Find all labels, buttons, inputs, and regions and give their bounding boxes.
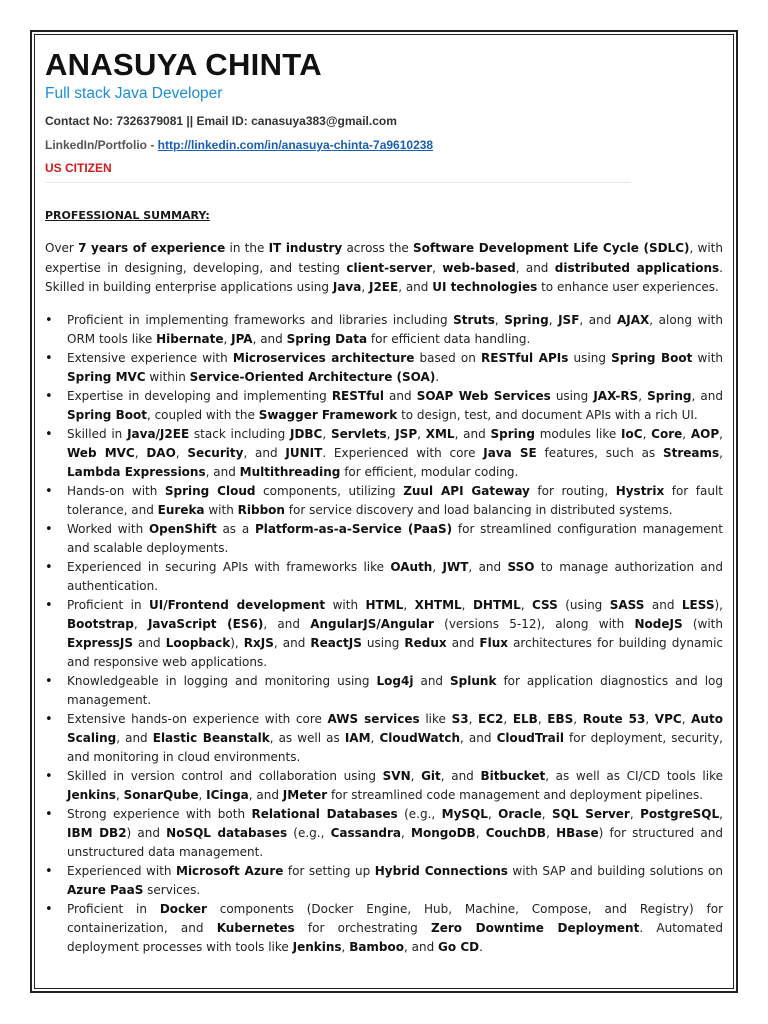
text-run: and bbox=[644, 597, 682, 612]
bold-term: RxJS bbox=[243, 635, 274, 650]
bold-term: ExpressJS bbox=[67, 635, 133, 650]
bold-term: Security bbox=[187, 445, 244, 460]
summary-bullet bbox=[45, 596, 723, 672]
text-run: across the bbox=[342, 241, 414, 255]
bold-term: Auto Scaling bbox=[67, 711, 723, 745]
bold-term: UI/Frontend development bbox=[149, 597, 326, 612]
bold-term: AngularJS/Angular bbox=[310, 616, 434, 631]
text-run: Over bbox=[45, 241, 79, 255]
summary-intro bbox=[45, 239, 723, 298]
bold-term: LESS bbox=[681, 597, 715, 612]
bold-term: ReactJS bbox=[310, 635, 362, 650]
bold-term: DAO bbox=[146, 445, 176, 460]
text-run: , and bbox=[248, 787, 283, 802]
bold-term: CloudWatch bbox=[379, 730, 461, 745]
text-run: . bbox=[479, 939, 483, 954]
bold-term: RESTful APIs bbox=[481, 350, 569, 365]
bold-term: Servlets bbox=[330, 426, 387, 441]
bold-term: Bamboo bbox=[349, 939, 405, 954]
text-run: , and bbox=[243, 445, 286, 460]
text-run: , with expertise in designing, developing, and testing bbox=[45, 241, 723, 275]
bold-term: CouchDB bbox=[485, 825, 547, 840]
bold-term: MongoDB bbox=[411, 825, 476, 840]
section-heading-summary: PROFESSIONAL SUMMARY: bbox=[45, 209, 210, 222]
bold-term: JAX-RS bbox=[593, 388, 639, 403]
text-run: . bbox=[435, 369, 440, 384]
summary-bullet bbox=[45, 349, 723, 387]
bold-term: Docker bbox=[159, 901, 207, 916]
text-run: , bbox=[322, 426, 331, 441]
bold-term: IBM DB2 bbox=[67, 825, 127, 840]
text-run: to design, test, and document APIs with a rich UI. bbox=[397, 407, 698, 422]
bullet-dot-icon: • bbox=[45, 711, 53, 727]
text-run: , bbox=[432, 260, 443, 275]
text-run: , bbox=[494, 312, 505, 327]
bold-term: PostgreSQL bbox=[640, 806, 720, 821]
text-run: , bbox=[546, 825, 557, 840]
text-run: , bbox=[520, 597, 532, 612]
text-run: , bbox=[629, 806, 641, 821]
text-run: . Skilled in building enterprise applications using bbox=[45, 260, 723, 294]
bold-term: Git bbox=[421, 768, 441, 783]
bold-term: Go CD bbox=[438, 939, 480, 954]
bold-term: ICinga bbox=[206, 787, 249, 802]
text-run: Worked with bbox=[67, 521, 149, 536]
bold-term: JMeter bbox=[282, 787, 328, 802]
text-run: , bbox=[541, 806, 552, 821]
text-run: , bbox=[475, 825, 486, 840]
bullet-dot-icon: • bbox=[45, 426, 53, 442]
text-run: , coupled with the bbox=[146, 407, 259, 422]
bold-term: Oracle bbox=[498, 806, 542, 821]
text-run: for application diagnostics and log management. bbox=[67, 673, 723, 707]
bold-term: Spring Boot bbox=[67, 407, 147, 422]
text-run: , bbox=[361, 280, 369, 294]
bold-term: NoSQL databases bbox=[166, 825, 288, 840]
text-run: , bbox=[370, 730, 380, 745]
text-run: with bbox=[204, 502, 238, 517]
bold-term: SonarQube bbox=[123, 787, 199, 802]
text-run: , bbox=[682, 426, 691, 441]
summary-bullet bbox=[45, 311, 723, 349]
bold-term: web-based bbox=[442, 260, 516, 275]
text-run: , bbox=[198, 787, 207, 802]
bold-term: Kubernetes bbox=[216, 920, 295, 935]
bold-term: Hystrix bbox=[615, 483, 665, 498]
bold-term: SASS bbox=[609, 597, 645, 612]
summary-bullet bbox=[45, 767, 723, 805]
summary-bullet bbox=[45, 387, 723, 425]
bold-term: Eureka bbox=[157, 502, 205, 517]
bold-term: IoC bbox=[621, 426, 643, 441]
text-run: (e.g., bbox=[397, 806, 442, 821]
text-run: , bbox=[223, 331, 232, 346]
summary-bullet bbox=[45, 672, 723, 710]
summary-bullets bbox=[45, 311, 723, 957]
summary-bullet bbox=[45, 520, 723, 558]
text-run: for streamlined configuration management and scalable deployments. bbox=[67, 521, 723, 555]
bold-term: Java SE bbox=[483, 445, 537, 460]
bold-term: EC2 bbox=[478, 711, 504, 726]
bullet-dot-icon: • bbox=[45, 901, 53, 917]
text-run: ) for structured and unstructured data management. bbox=[67, 825, 723, 859]
text-run: based on bbox=[414, 350, 482, 365]
bullet-dot-icon: • bbox=[45, 768, 53, 784]
text-run: Proficient in bbox=[67, 597, 150, 612]
text-run: with bbox=[692, 350, 724, 365]
text-run: , and bbox=[252, 331, 287, 346]
text-run: Extensive experience with bbox=[67, 350, 233, 365]
text-run: , and bbox=[273, 635, 311, 650]
contact-line: Contact No: 7326379081 || Email ID: canasuya383@gmail.com bbox=[45, 114, 397, 128]
bold-term: Java/J2EE bbox=[127, 426, 190, 441]
bold-term: Spring bbox=[647, 388, 692, 403]
bold-term: Azure PaaS bbox=[67, 882, 144, 897]
bold-term: VPC bbox=[654, 711, 682, 726]
text-run: using bbox=[550, 388, 594, 403]
text-run: ), bbox=[714, 597, 723, 612]
bold-term: J2EE bbox=[368, 280, 399, 294]
bold-term: CSS bbox=[531, 597, 558, 612]
bold-term: Zuul API Gateway bbox=[403, 483, 530, 498]
text-run: , and bbox=[116, 730, 153, 745]
bold-term: MySQL bbox=[441, 806, 488, 821]
text-run: , bbox=[461, 597, 473, 612]
text-run: , and bbox=[454, 426, 491, 441]
summary-bullet bbox=[45, 900, 723, 957]
text-run: ) and bbox=[126, 825, 167, 840]
bold-term: distributed applications bbox=[554, 260, 720, 275]
bold-term: XML bbox=[425, 426, 455, 441]
bold-term: Loopback bbox=[165, 635, 231, 650]
text-run: , bbox=[487, 806, 499, 821]
bullet-dot-icon: • bbox=[45, 559, 53, 575]
bold-term: SVN bbox=[382, 768, 411, 783]
text-run: Knowledgeable in logging and monitoring using bbox=[67, 673, 377, 688]
text-run: for efficient, modular coding. bbox=[340, 464, 519, 479]
summary-bullet bbox=[45, 558, 723, 596]
text-run: and bbox=[132, 635, 166, 650]
text-run: , as well as bbox=[269, 730, 345, 745]
bold-term: RESTful bbox=[331, 388, 384, 403]
text-run: Experienced with bbox=[67, 863, 176, 878]
bullet-dot-icon: • bbox=[45, 806, 53, 822]
text-run: (using bbox=[557, 597, 610, 612]
text-run: stack including bbox=[189, 426, 290, 441]
summary-bullet bbox=[45, 482, 723, 520]
bold-term: NodeJS bbox=[634, 616, 683, 631]
bold-term: DHTML bbox=[472, 597, 521, 612]
bold-term: SQL Server bbox=[552, 806, 630, 821]
bold-term: Spring Cloud bbox=[164, 483, 256, 498]
bold-term: ELB bbox=[512, 711, 538, 726]
bold-term: Software Development Life Cycle (SDLC) bbox=[413, 241, 690, 255]
text-run: using bbox=[361, 635, 405, 650]
text-run: with SAP and building solutions on bbox=[507, 863, 723, 878]
bold-term: HBase bbox=[556, 825, 599, 840]
text-run: Strong experience with both bbox=[67, 806, 252, 821]
bold-term: CloudTrail bbox=[496, 730, 564, 745]
bold-term: Spring bbox=[504, 312, 549, 327]
bold-term: Lambda Expressions bbox=[67, 464, 206, 479]
text-run: , and bbox=[205, 464, 240, 479]
text-run: Expertise in developing and implementing bbox=[67, 388, 332, 403]
bold-term: Log4j bbox=[376, 673, 414, 688]
text-run: Extensive hands-on experience with core bbox=[67, 711, 328, 726]
bold-term: JPA bbox=[231, 331, 253, 346]
text-run: , bbox=[573, 711, 583, 726]
text-run: for service discovery and load balancing in distributed systems. bbox=[284, 502, 673, 517]
text-run: , bbox=[432, 559, 443, 574]
bold-term: OAuth bbox=[390, 559, 433, 574]
text-run: Hands-on with bbox=[67, 483, 165, 498]
text-run: for efficient data handling. bbox=[367, 331, 531, 346]
bold-term: AOP bbox=[690, 426, 720, 441]
text-run: , bbox=[719, 426, 723, 441]
linkedin-line bbox=[45, 137, 723, 153]
bold-term: Redux bbox=[404, 635, 447, 650]
text-run: , and bbox=[398, 280, 433, 294]
bold-term: Platform-as-a-Service (PaaS) bbox=[254, 521, 453, 536]
text-run: ), bbox=[230, 635, 244, 650]
text-run: , bbox=[417, 426, 426, 441]
bold-term: SSO bbox=[507, 559, 535, 574]
text-run: , bbox=[503, 711, 513, 726]
text-run: Skilled in version control and collaboration using bbox=[67, 768, 383, 783]
bold-term: JSF bbox=[558, 312, 580, 327]
bold-term: Hibernate bbox=[156, 331, 224, 346]
text-run: , and bbox=[404, 939, 439, 954]
text-run: , and bbox=[263, 616, 311, 631]
bold-term: JUNIT bbox=[285, 445, 323, 460]
text-run: , bbox=[403, 597, 415, 612]
bold-term: Hybrid Connections bbox=[374, 863, 508, 878]
text-run: within bbox=[145, 369, 190, 384]
text-run: . Automated deployment processes with tools like bbox=[67, 920, 723, 954]
text-run: for fault tolerance, and bbox=[67, 483, 723, 517]
text-run: for streamlined code management and deployment pipelines. bbox=[327, 787, 704, 802]
text-run: for deployment, security, and monitoring in cloud environments. bbox=[67, 730, 723, 764]
text-run: , bbox=[645, 711, 655, 726]
bold-term: AJAX bbox=[616, 312, 650, 327]
text-run: like bbox=[419, 711, 452, 726]
text-run: as a bbox=[216, 521, 255, 536]
bullet-dot-icon: • bbox=[45, 863, 53, 879]
bold-term: HTML bbox=[365, 597, 404, 612]
candidate-title: Full stack Java Developer bbox=[45, 85, 223, 102]
bold-term: JDBC bbox=[289, 426, 323, 441]
bullet-dot-icon: • bbox=[45, 597, 53, 613]
header-divider bbox=[45, 182, 631, 183]
text-run: , bbox=[548, 312, 559, 327]
bold-term: Microservices architecture bbox=[232, 350, 415, 365]
text-run: , bbox=[410, 768, 422, 783]
text-run: for orchestrating bbox=[294, 920, 431, 935]
bold-term: Jenkins bbox=[292, 939, 342, 954]
bold-term: Multithreading bbox=[239, 464, 341, 479]
text-run: , bbox=[115, 787, 124, 802]
citizenship-status: US CITIZEN bbox=[45, 161, 112, 175]
text-run: (versions 5-12), along with bbox=[433, 616, 635, 631]
bold-term: JSP bbox=[395, 426, 418, 441]
bold-term: Spring bbox=[490, 426, 535, 441]
bold-term: AWS services bbox=[327, 711, 420, 726]
bold-term: UI technologies bbox=[432, 280, 538, 294]
text-run: , bbox=[468, 711, 479, 726]
bold-term: Bootstrap bbox=[67, 616, 134, 631]
text-run: to enhance user experiences. bbox=[537, 280, 719, 294]
text-run: services. bbox=[143, 882, 201, 897]
text-run: to manage authorization and authentication. bbox=[67, 559, 723, 593]
text-run: , bbox=[681, 711, 692, 726]
text-run: , and bbox=[468, 559, 508, 574]
bold-term: Relational Databases bbox=[251, 806, 398, 821]
bullet-dot-icon: • bbox=[45, 673, 53, 689]
text-run: architectures for building dynamic and responsive web applications. bbox=[67, 635, 723, 669]
text-run: , and bbox=[515, 260, 555, 275]
summary-bullet bbox=[45, 805, 723, 862]
summary-bullet bbox=[45, 710, 723, 767]
text-run: , bbox=[537, 711, 548, 726]
text-run: , bbox=[341, 939, 350, 954]
text-run: , bbox=[719, 806, 723, 821]
bullet-dot-icon: • bbox=[45, 312, 53, 328]
bullet-dot-icon: • bbox=[45, 350, 53, 366]
text-run: , bbox=[175, 445, 188, 460]
text-run: , as well as CI/CD tools like bbox=[545, 768, 723, 783]
text-run: and bbox=[383, 388, 417, 403]
bullet-dot-icon: • bbox=[45, 483, 53, 499]
bold-term: OpenShift bbox=[148, 521, 217, 536]
candidate-name: ANASUYA CHINTA bbox=[45, 47, 322, 82]
bold-term: S3 bbox=[451, 711, 469, 726]
text-run: Skilled in bbox=[67, 426, 128, 441]
linkedin-link[interactable]: http://linkedin.com/in/anasuya-chinta-7a9610238 bbox=[157, 138, 434, 152]
text-run: , bbox=[133, 616, 148, 631]
text-run: Experienced in securing APIs with frameworks like bbox=[67, 559, 391, 574]
bold-term: EBS bbox=[547, 711, 574, 726]
text-run: , bbox=[638, 388, 648, 403]
text-run: , and bbox=[579, 312, 617, 327]
bold-term: Jenkins bbox=[67, 787, 116, 802]
bold-term: Flux bbox=[479, 635, 508, 650]
bold-term: Spring Data bbox=[286, 331, 368, 346]
text-run: components, utilizing bbox=[255, 483, 404, 498]
text-run: , bbox=[642, 426, 652, 441]
text-run: in the bbox=[225, 241, 269, 255]
bold-term: Cassandra bbox=[330, 825, 402, 840]
bold-term: Splunk bbox=[450, 673, 497, 688]
text-run: and bbox=[413, 673, 451, 688]
text-run: , bbox=[401, 825, 412, 840]
text-run: , along with ORM tools like bbox=[67, 312, 723, 346]
bold-term: Ribbon bbox=[237, 502, 285, 517]
bold-term: Streams bbox=[662, 445, 720, 460]
text-run: , bbox=[719, 445, 723, 460]
bold-term: Java bbox=[332, 280, 362, 294]
bold-term: Core bbox=[651, 426, 683, 441]
bold-term: client-server bbox=[346, 260, 433, 275]
text-run: using bbox=[568, 350, 612, 365]
text-run: with bbox=[325, 597, 366, 612]
text-run: and bbox=[446, 635, 480, 650]
text-run: modules like bbox=[534, 426, 622, 441]
bold-term: Bitbucket bbox=[480, 768, 546, 783]
bold-term: JavaScript (ES6) bbox=[147, 616, 264, 631]
bold-term: Zero Downtime Deployment bbox=[431, 920, 640, 935]
text-run: Proficient in implementing frameworks and libraries including bbox=[67, 312, 454, 327]
resume-content bbox=[45, 48, 723, 957]
bold-term: Spring MVC bbox=[67, 369, 146, 384]
text-run: components (Docker Engine, Hub, Machine, Compose, and Registry) for containerization, and bbox=[67, 901, 724, 935]
bold-term: Struts bbox=[453, 312, 495, 327]
text-run: for setting up bbox=[283, 863, 375, 878]
text-run: , and bbox=[440, 768, 481, 783]
bold-term: Elastic Beanstalk bbox=[152, 730, 270, 745]
bold-term: SOAP Web Services bbox=[416, 388, 551, 403]
text-run: . Experienced with core bbox=[322, 445, 484, 460]
text-run: for routing, bbox=[529, 483, 616, 498]
text-run: (e.g., bbox=[287, 825, 331, 840]
text-run: , and bbox=[460, 730, 497, 745]
summary-bullet bbox=[45, 862, 723, 900]
text-run: , bbox=[134, 445, 147, 460]
linkedin-label: LinkedIn/Portfolio - bbox=[45, 138, 158, 152]
bold-term: XHTML bbox=[414, 597, 462, 612]
text-run: , and bbox=[691, 388, 723, 403]
bold-term: IT industry bbox=[268, 241, 343, 255]
text-run: (with bbox=[682, 616, 723, 631]
bold-term: Spring Boot bbox=[611, 350, 693, 365]
summary-bullet bbox=[45, 425, 723, 482]
bold-term: Route 53 bbox=[582, 711, 646, 726]
bold-term: IAM bbox=[344, 730, 371, 745]
bold-term: Swagger Framework bbox=[258, 407, 398, 422]
bold-term: 7 years of experience bbox=[78, 241, 226, 255]
text-run: features, such as bbox=[536, 445, 663, 460]
bold-term: JWT bbox=[442, 559, 469, 574]
bullet-dot-icon: • bbox=[45, 388, 53, 404]
bold-term: Web MVC bbox=[67, 445, 135, 460]
bold-term: Microsoft Azure bbox=[176, 863, 284, 878]
text-run: , bbox=[386, 426, 396, 441]
bullet-dot-icon: • bbox=[45, 521, 53, 537]
text-run: Proficient in bbox=[67, 901, 160, 916]
bold-term: Service-Oriented Architecture (SOA) bbox=[189, 369, 436, 384]
